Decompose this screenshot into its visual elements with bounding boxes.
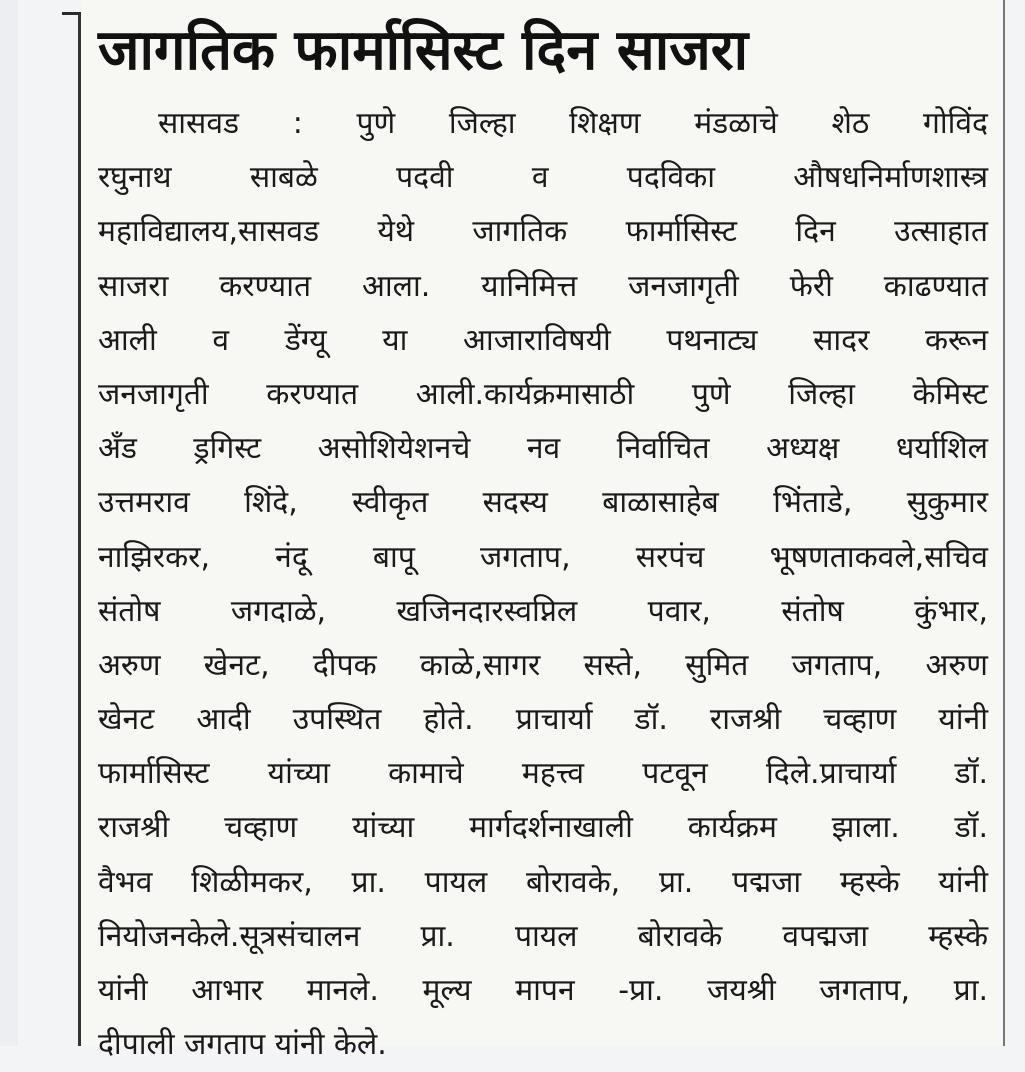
article-line: महाविद्यालय,सासवड येथे जागतिक फार्मासिस्ट दिन उत्साहात	[98, 214, 988, 250]
article-line: यांनी आभार मानले. मूल्य मापन -प्रा. जयश्री जगताप, प्रा.	[98, 973, 988, 1008]
screen-left-margin	[0, 0, 18, 1046]
article-line: आली व डेंग्यू या आजाराविषयी पथनाट्य सादर करून	[98, 322, 988, 358]
newspaper-clipping	[81, 0, 1003, 1063]
article-line: फार्मासिस्ट यांच्या कामाचे महत्त्व पटवून दिले.प्राचार्या डॉ.	[98, 756, 988, 792]
article-body	[98, 97, 988, 1072]
article-line: संतोष जगदाळे, खजिनदारस्वप्निल पवार, संतोष कुंभार,	[98, 593, 988, 629]
article-line: राजश्री चव्हाण यांच्या मार्गदर्शनाखाली कार्यक्रम झाला. डॉ.	[98, 810, 988, 846]
article-line: रघुनाथ साबळे पदवी व पदविका औषधनिर्माणशास्त्र	[98, 160, 988, 196]
article-line: उत्तमराव शिंदे, स्वीकृत सदस्य बाळासाहेब भिंताडे, सुकुमार	[98, 485, 988, 521]
article-line: दीपाली जगताप यांनी केले.	[98, 1027, 387, 1063]
article-line: नाझिरकर, नंदू बापू जगताप, सरपंच भूषणताकवले,सचिव	[98, 539, 988, 575]
article-line: अरुण खेनट, दीपक काळे,सागर सस्ते, सुमित जगताप, अरुण	[98, 647, 988, 683]
article-line: नियोजनकेले.सूत्रसंचालन प्रा. पायल बोरावके वपद्मजा म्हस्के	[98, 918, 988, 954]
article-line: खेनट आदी उपस्थित होते. प्राचार्या डॉ. राजश्री चव्हाण यांनी	[98, 702, 988, 738]
article-line: जनजागृती करण्यात आली.कार्यक्रमासाठी पुणे जिल्हा केमिस्ट	[98, 376, 988, 412]
article-line: सासवड : पुणे जिल्हा शिक्षण मंडळाचे शेठ गोविंद	[158, 106, 988, 141]
article-line: वैभव शिळीमकर, प्रा. पायल बोरावके, प्रा. पद्मजा म्हस्के यांनी	[98, 864, 988, 900]
column-rule-right	[1003, 0, 1005, 1046]
article-line: साजरा करण्यात आला. यानिमित्त जनजागृती फेरी काढण्यात	[98, 268, 988, 304]
article-headline: जागतिक फार्मासिस्ट दिन साजरा	[98, 18, 749, 83]
article-line: अँड ड्रगिस्ट असोशियेशनचे नव निर्वाचित अध्यक्ष धर्याशिल	[98, 431, 988, 467]
